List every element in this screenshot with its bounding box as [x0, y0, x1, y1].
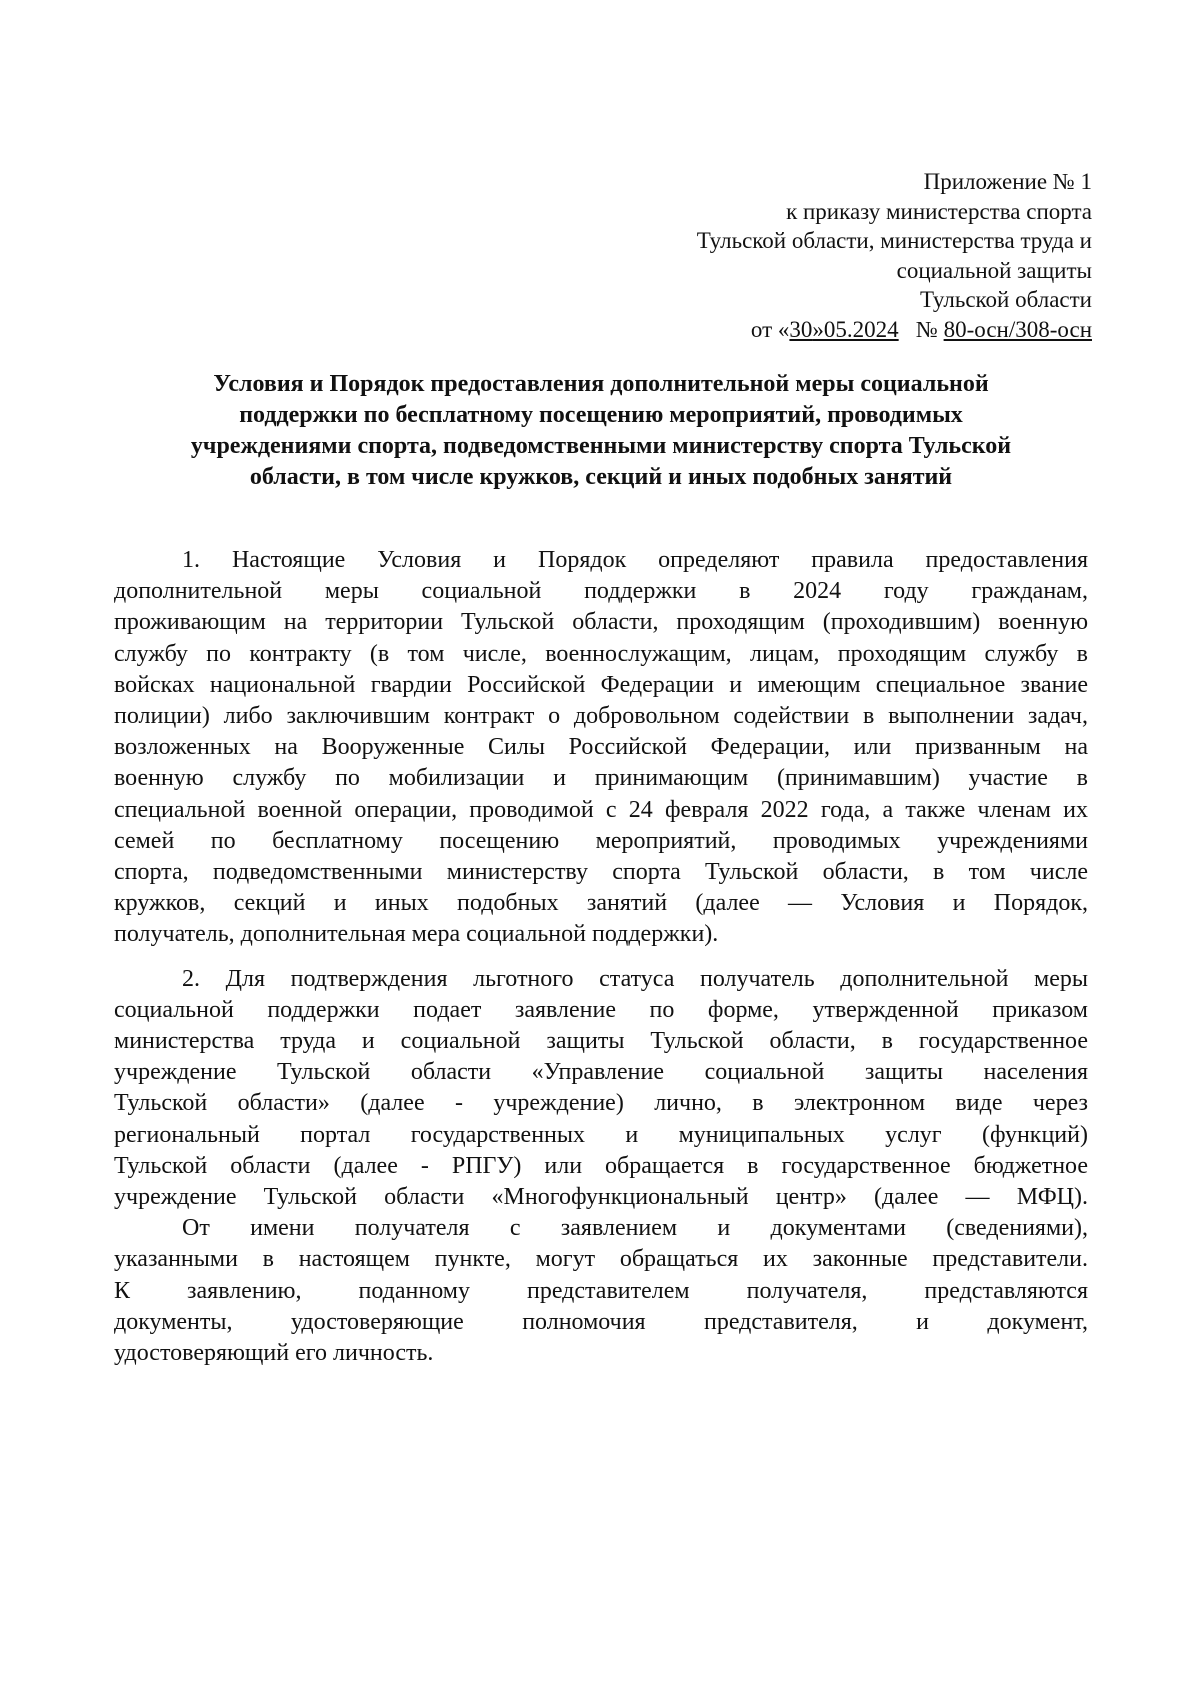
annex-line: к приказу министерства спорта	[786, 198, 1092, 224]
text-line: службу по контракту (в том числе, военнослужащим, лицам, проходящим службу в	[114, 640, 1088, 667]
text-line: специальной военной операции, проводимой с 24 февраля 2022 года, а также членам их	[114, 796, 1088, 823]
annex-line: Тульской области	[919, 287, 1092, 312]
annex-line: Приложение № 1	[923, 169, 1092, 194]
paragraph-2	[114, 964, 1088, 1214]
number-prefix: №	[915, 316, 944, 342]
text-line: Тульской области (далее - РПГУ) или обращается в государственное бюджетное	[114, 1152, 1088, 1179]
document-title	[110, 369, 1092, 493]
text-line: документы, удостоверяющие полномочия представителя, и документ,	[114, 1308, 1088, 1335]
text-line: Тульской области» (далее - учреждение) лично, в электронном виде через	[114, 1090, 1088, 1117]
document-body	[114, 545, 1088, 1369]
text-line: спорта, подведомственными министерству спорта Тульской области, в том числе	[114, 859, 1088, 886]
annex-header	[572, 167, 1092, 344]
annex-line: социальной защиты	[896, 257, 1092, 283]
date-day: 30	[789, 316, 813, 342]
order-number: 80-осн/308-осн	[943, 316, 1092, 342]
text-line: региональный портал государственных и муниципальных услуг (функций)	[114, 1121, 1088, 1148]
text-line: 1. Настоящие Условия и Порядок определяют правила предоставления	[182, 547, 1088, 573]
title-line: области, в том числе кружков, секций и иных подобных занятий	[249, 464, 953, 490]
text-line: дополнительной меры социальной поддержки в 2024 году гражданам,	[114, 578, 1088, 605]
text-line: возложенных на Вооруженные Силы Российской Федерации, или призванным на	[114, 734, 1088, 761]
date-rest: »05.2024	[812, 316, 899, 342]
title-line: Условия и Порядок предоставления дополнительной меры социальной	[213, 371, 989, 397]
paragraph-3	[114, 1213, 1088, 1369]
text-line: кружков, секций и иных подобных занятий (далее — Условия и Порядок,	[114, 890, 1088, 917]
text-line: военную службу по мобилизации и принимающим (принимавшим) участие в	[114, 765, 1088, 792]
paragraph-1	[114, 545, 1088, 951]
text-line: учреждение Тульской области «Многофункциональный центр» (далее — МФЦ).	[114, 1184, 1088, 1211]
text-line: От имени получателя с заявлением и документами (сведениями),	[182, 1215, 1088, 1242]
text-line: 2. Для подтверждения льготного статуса получатель дополнительной меры	[182, 965, 1088, 992]
title-line: поддержки по бесплатному посещению мероприятий, проводимых	[239, 402, 963, 428]
text-line: министерства труда и социальной защиты Тульской области, в государственное	[114, 1028, 1088, 1055]
text-line: социальной поддержки подает заявление по форме, утвержденной приказом	[114, 996, 1088, 1023]
text-line: войсках национальной гвардии Российской Федерации и имеющим специальное звание	[114, 671, 1088, 698]
annex-date-number	[572, 315, 1092, 345]
text-line: семей по бесплатному посещению мероприятий, проводимых учреждениями	[114, 827, 1088, 854]
text-line: указанными в настоящем пункте, могут обращаться их законные представители.	[114, 1246, 1088, 1273]
text-line: К заявлению, поданному представителем получателя, представляются	[114, 1277, 1088, 1304]
text-line: учреждение Тульской области «Управление социальной защиты населения	[114, 1059, 1088, 1086]
date-prefix: от «	[750, 316, 790, 342]
text-line: полиции) либо заключившим контракт о добровольном содействии в выполнении задач,	[114, 703, 1088, 730]
text-line: удостоверяющий его личность.	[114, 1340, 434, 1367]
text-line: получатель, дополнительная мера социальной поддержки).	[114, 921, 719, 948]
annex-line: Тульской области, министерства труда и	[696, 228, 1092, 253]
text-line: проживающим на территории Тульской области, проходящим (проходившим) военную	[114, 609, 1088, 636]
title-line: учреждениями спорта, подведомственными министерству спорта Тульской	[190, 433, 1012, 459]
